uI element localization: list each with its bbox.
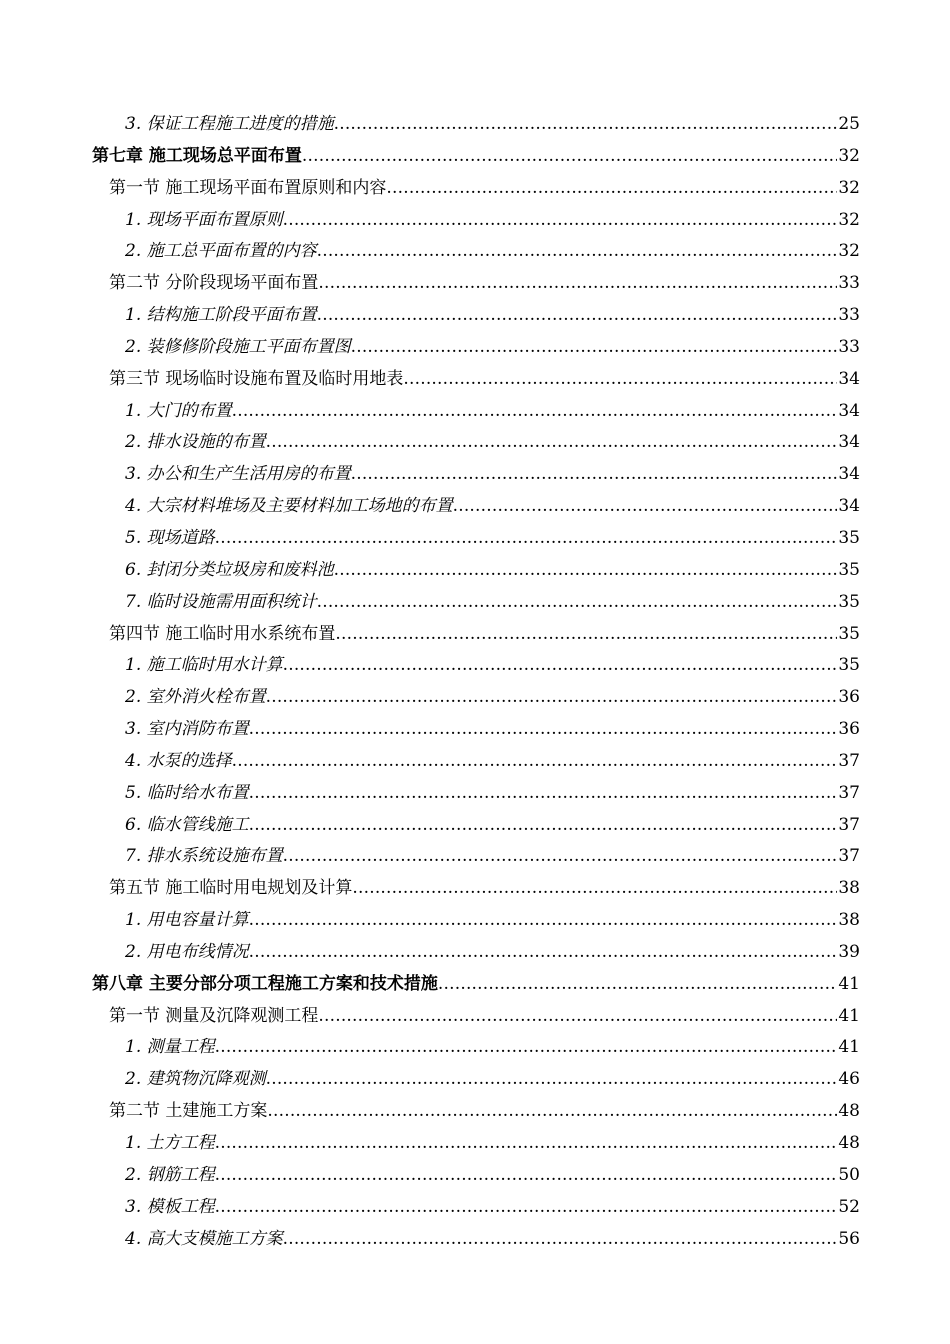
dot-leader bbox=[334, 555, 838, 587]
toc-entry-title: 7. 临时设施需用面积统计 bbox=[125, 591, 317, 612]
toc-entry-page-number: 35 bbox=[838, 655, 860, 676]
toc-entry-title: 3. 室内消防布置 bbox=[125, 719, 249, 740]
toc-entry-title: 第四节 施工临时用水系统布置 bbox=[109, 623, 336, 644]
toc-entry-title: 2. 排水设施的布置 bbox=[125, 432, 266, 453]
toc-entry-page-number: 34 bbox=[838, 496, 860, 517]
dot-leader bbox=[283, 1224, 838, 1256]
toc-entry-page-number: 41 bbox=[838, 1037, 860, 1058]
toc-entry-title: 第一节 测量及沉降观测工程 bbox=[109, 1005, 319, 1026]
toc-entry-page-number: 33 bbox=[838, 305, 860, 326]
toc-entry-title: 2. 建筑物沉降观测 bbox=[125, 1069, 266, 1090]
toc-entry-title: 1. 用电容量计算 bbox=[125, 910, 249, 931]
toc-entry-page-number: 50 bbox=[838, 1164, 860, 1185]
toc-entry-page-number: 48 bbox=[838, 1101, 860, 1122]
toc-chapter-entry[interactable] bbox=[92, 141, 860, 173]
toc-entry-title: 1. 结构施工阶段平面布置 bbox=[125, 305, 317, 326]
toc-entry-title: 6. 封闭分类垃圾房和废料池 bbox=[125, 559, 334, 580]
toc-entry-title: 2. 室外消火栓布置 bbox=[125, 687, 266, 708]
toc-item-entry[interactable] bbox=[92, 1064, 860, 1096]
toc-entry-title: 1. 测量工程 bbox=[125, 1037, 215, 1058]
toc-item-entry[interactable] bbox=[92, 682, 860, 714]
toc-entry-title: 5. 现场道路 bbox=[125, 527, 215, 548]
dot-leader bbox=[215, 1192, 838, 1224]
toc-item-entry[interactable] bbox=[92, 1032, 860, 1064]
dot-leader bbox=[403, 364, 837, 396]
toc-entry-title: 5. 临时给水布置 bbox=[125, 782, 249, 803]
toc-item-entry[interactable] bbox=[92, 1160, 860, 1192]
toc-section-entry[interactable] bbox=[92, 268, 860, 300]
dot-leader bbox=[317, 236, 838, 268]
toc-item-entry[interactable] bbox=[92, 300, 860, 332]
toc-item-entry[interactable] bbox=[92, 1192, 860, 1224]
toc-item-entry[interactable] bbox=[92, 555, 860, 587]
toc-section-entry[interactable] bbox=[92, 619, 860, 651]
dot-leader bbox=[352, 873, 837, 905]
toc-entry-page-number: 25 bbox=[838, 114, 860, 134]
dot-leader bbox=[215, 1160, 838, 1192]
toc-entry-page-number: 39 bbox=[838, 941, 860, 962]
toc-item-entry[interactable] bbox=[92, 905, 860, 937]
toc-entry-page-number: 34 bbox=[838, 400, 860, 421]
toc-item-entry[interactable] bbox=[92, 427, 860, 459]
toc-item-entry[interactable] bbox=[92, 332, 860, 364]
dot-leader bbox=[283, 841, 838, 873]
toc-entry-page-number: 46 bbox=[838, 1069, 860, 1090]
toc-entry-title: 1. 现场平面布置原则 bbox=[125, 209, 283, 230]
toc-item-entry[interactable] bbox=[92, 523, 860, 555]
dot-leader bbox=[249, 937, 838, 969]
toc-entry-title: 第七章 施工现场总平面布置 bbox=[92, 145, 302, 166]
toc-entry-title: 4. 水泵的选择 bbox=[125, 750, 232, 771]
toc-entry-page-number: 32 bbox=[838, 241, 860, 262]
toc-entry-page-number: 32 bbox=[838, 177, 860, 198]
toc-item-entry[interactable] bbox=[92, 459, 860, 491]
toc-item-entry[interactable] bbox=[92, 937, 860, 969]
dot-leader bbox=[215, 523, 838, 555]
dot-leader bbox=[438, 969, 837, 1001]
toc-item-entry[interactable] bbox=[92, 1224, 860, 1256]
toc-item-entry[interactable] bbox=[92, 714, 860, 746]
dot-leader bbox=[335, 619, 837, 651]
toc-entry-title: 第一节 施工现场平面布置原则和内容 bbox=[109, 177, 387, 198]
toc-section-entry[interactable] bbox=[92, 1001, 860, 1033]
toc-entry-page-number: 35 bbox=[838, 623, 860, 644]
toc-entry-page-number: 37 bbox=[838, 750, 860, 771]
toc-entry-title: 4. 高大支模施工方案 bbox=[125, 1228, 283, 1249]
toc-entry-title: 7. 排水系统设施布置 bbox=[125, 846, 283, 867]
toc-entry-page-number: 36 bbox=[838, 687, 860, 708]
dot-leader bbox=[249, 810, 838, 842]
toc-entry-page-number: 37 bbox=[838, 782, 860, 803]
toc-entry-title: 2. 装修修阶段施工平面布置图 bbox=[125, 336, 351, 357]
toc-entry-page-number: 35 bbox=[838, 527, 860, 548]
toc-entry-page-number: 41 bbox=[838, 973, 860, 994]
dot-leader bbox=[267, 1096, 837, 1128]
toc-entry-title: 第二节 分阶段现场平面布置 bbox=[109, 273, 319, 294]
toc-item-entry[interactable] bbox=[92, 236, 860, 268]
toc-entry-page-number: 38 bbox=[838, 910, 860, 931]
dot-leader bbox=[266, 1064, 838, 1096]
toc-entry-page-number: 33 bbox=[838, 273, 860, 294]
toc-entry-title: 1. 大门的布置 bbox=[125, 400, 232, 421]
toc-entry-page-number: 33 bbox=[838, 336, 860, 357]
toc-entry-title: 3. 模板工程 bbox=[125, 1196, 215, 1217]
toc-entry-title: 第三节 现场临时设施布置及临时用地表 bbox=[109, 368, 404, 389]
toc-entry-page-number: 37 bbox=[838, 846, 860, 867]
toc-item-entry[interactable] bbox=[92, 396, 860, 428]
dot-leader bbox=[249, 778, 838, 810]
toc-entry-title: 1. 施工临时用水计算 bbox=[125, 655, 283, 676]
toc-item-entry[interactable] bbox=[92, 746, 860, 778]
toc-entry-title: 第二节 土建施工方案 bbox=[109, 1101, 268, 1122]
toc-entry-title: 第五节 施工临时用电规划及计算 bbox=[109, 878, 353, 899]
toc-entry-page-number: 32 bbox=[838, 145, 860, 166]
dot-leader bbox=[351, 459, 838, 491]
toc-entry-page-number: 34 bbox=[838, 368, 860, 389]
dot-leader bbox=[317, 587, 838, 619]
dot-leader bbox=[232, 746, 838, 778]
toc-item-entry[interactable] bbox=[92, 778, 860, 810]
toc-entry-title: 4. 大宗材料堆场及主要材料加工场地的布置 bbox=[125, 496, 453, 517]
toc-entry-page-number: 36 bbox=[838, 719, 860, 740]
toc-item-entry[interactable] bbox=[92, 587, 860, 619]
toc-entry-page-number: 37 bbox=[838, 814, 860, 835]
toc-entry-page-number: 41 bbox=[838, 1005, 860, 1026]
dot-leader bbox=[317, 300, 838, 332]
toc-entry-page-number: 52 bbox=[838, 1196, 860, 1217]
dot-leader bbox=[318, 268, 837, 300]
toc-section-entry[interactable] bbox=[92, 1096, 860, 1128]
dot-leader bbox=[351, 332, 838, 364]
dot-leader bbox=[215, 1032, 838, 1064]
dot-leader bbox=[386, 173, 837, 205]
toc-entry-page-number: 35 bbox=[838, 559, 860, 580]
toc-chapter-entry[interactable] bbox=[92, 969, 860, 1001]
toc-item-entry[interactable] bbox=[92, 205, 860, 237]
dot-leader bbox=[302, 141, 837, 173]
toc-item-entry[interactable] bbox=[92, 841, 860, 873]
toc-item-entry[interactable] bbox=[92, 491, 860, 523]
toc-entry-page-number: 34 bbox=[838, 464, 860, 485]
toc-section-entry[interactable] bbox=[92, 873, 860, 905]
dot-leader bbox=[453, 491, 838, 523]
toc-entry-title: 2. 钢筋工程 bbox=[125, 1164, 215, 1185]
dot-leader bbox=[283, 650, 838, 682]
toc-entry-title: 1. 土方工程 bbox=[125, 1133, 215, 1153]
dot-leader bbox=[266, 427, 838, 459]
toc-entry-title: 3. 办公和生产生活用房的布置 bbox=[125, 464, 351, 485]
dot-leader bbox=[334, 109, 838, 141]
toc-entry-title: 第八章 主要分部分项工程施工方案和技术措施 bbox=[92, 973, 438, 994]
toc-entry-page-number: 48 bbox=[838, 1133, 860, 1153]
toc-entry-page-number: 56 bbox=[838, 1228, 860, 1249]
toc-item-entry[interactable] bbox=[92, 1128, 860, 1160]
dot-leader bbox=[215, 1128, 838, 1160]
toc-section-entry[interactable] bbox=[92, 173, 860, 205]
toc-entry-page-number: 32 bbox=[838, 209, 860, 230]
toc-entry-page-number: 38 bbox=[838, 878, 860, 899]
dot-leader bbox=[249, 714, 838, 746]
toc-entry-title: 6. 临水管线施工 bbox=[125, 814, 249, 835]
table-of-contents bbox=[92, 109, 860, 1255]
dot-leader bbox=[266, 682, 838, 714]
toc-item-entry[interactable] bbox=[92, 109, 860, 141]
toc-entry-title: 3. 保证工程施工进度的措施 bbox=[125, 114, 334, 134]
dot-leader bbox=[318, 1001, 837, 1033]
dot-leader bbox=[232, 396, 838, 428]
toc-entry-title: 2. 用电布线情况 bbox=[125, 941, 249, 962]
toc-entry-page-number: 35 bbox=[838, 591, 860, 612]
toc-item-entry[interactable] bbox=[92, 810, 860, 842]
toc-section-entry[interactable] bbox=[92, 364, 860, 396]
dot-leader bbox=[283, 205, 838, 237]
toc-entry-title: 2. 施工总平面布置的内容 bbox=[125, 241, 317, 262]
toc-entry-page-number: 34 bbox=[838, 432, 860, 453]
dot-leader bbox=[249, 905, 838, 937]
toc-item-entry[interactable] bbox=[92, 650, 860, 682]
